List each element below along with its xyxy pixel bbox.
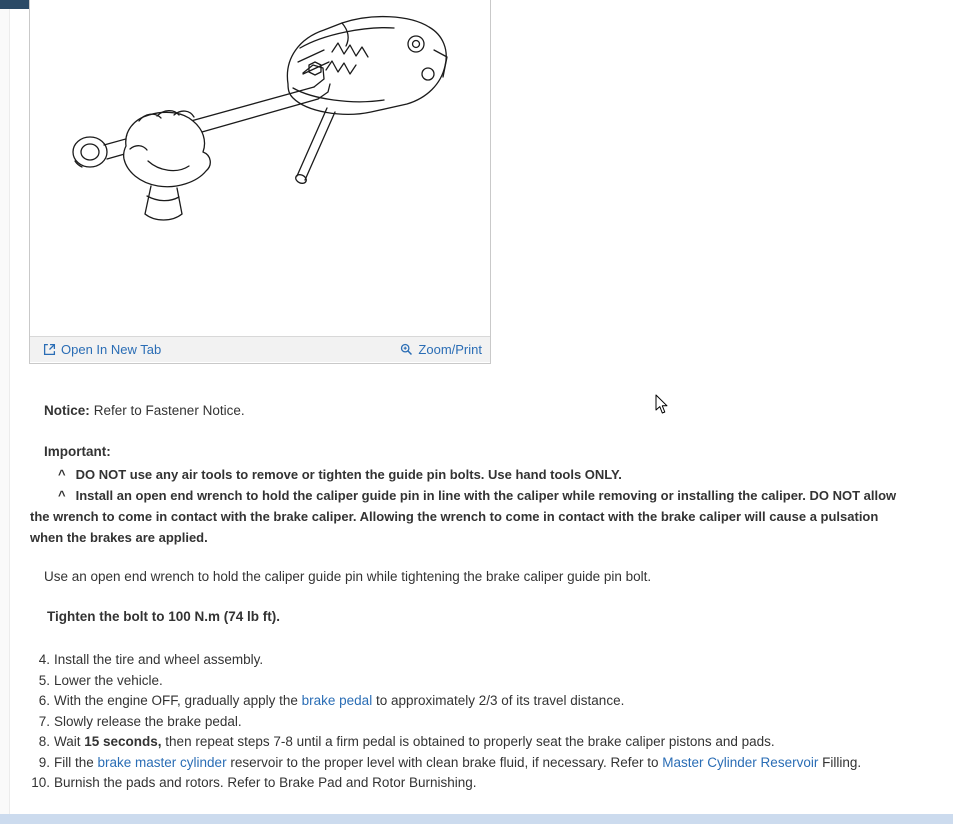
important-bullet xyxy=(30,485,898,548)
procedure-steps xyxy=(30,650,861,794)
inline-link[interactable]: brake pedal xyxy=(301,693,373,708)
notice-line xyxy=(44,403,245,418)
step-text: Wait xyxy=(54,734,85,749)
step-number: 5. xyxy=(38,672,50,688)
step-item xyxy=(30,732,861,753)
bullet-caret-marker: ^ xyxy=(58,488,66,503)
step-number: 10. xyxy=(31,775,50,790)
notice-label: Notice: xyxy=(44,403,90,418)
step-item xyxy=(30,773,861,794)
step-item xyxy=(30,671,861,692)
important-bullet-list xyxy=(30,464,898,548)
open-in-new-tab-button[interactable] xyxy=(43,342,161,357)
illustration-toolbar xyxy=(30,336,490,362)
torque-spec: Tighten the bolt to 100 N.m (74 lb ft). xyxy=(47,609,281,624)
step-text: then repeat steps 7-8 until a firm pedal is obtained to properly seat the brake caliper pistons and pads. xyxy=(161,734,775,749)
open-in-new-tab-label: Open In New Tab xyxy=(61,342,162,357)
illustration-viewport xyxy=(30,0,490,336)
zoom-print-button[interactable] xyxy=(400,342,482,357)
step-body xyxy=(54,650,263,671)
left-gutter xyxy=(0,0,10,824)
horizontal-scrollbar[interactable] xyxy=(0,814,953,824)
important-label: Important: xyxy=(44,444,111,459)
header-fragment xyxy=(0,0,29,9)
step-text: Fill the xyxy=(54,754,98,770)
step-text: Filling. xyxy=(818,754,862,770)
inline-link[interactable]: Master Cylinder Reservoir xyxy=(662,754,819,770)
step-text: Install the tire and wheel assembly. xyxy=(54,652,264,667)
step-text: reservoir to the proper level with clean brake fluid, if necessary. Refer to xyxy=(226,754,663,770)
step-body xyxy=(54,712,242,733)
important-bullet xyxy=(30,464,898,485)
bullet-text: DO NOT use any air tools to remove or tighten the guide pin bolts. Use hand tools ONLY. xyxy=(75,467,622,482)
step-number: 4. xyxy=(38,652,50,667)
step-item xyxy=(30,691,861,712)
step-number: 8. xyxy=(38,734,50,749)
bullet-caret-marker: ^ xyxy=(58,467,66,482)
notice-text: Refer to Fastener Notice. xyxy=(93,403,245,418)
step-body xyxy=(54,691,624,712)
step-body xyxy=(54,671,163,692)
step-body xyxy=(54,753,861,774)
step-number: 9. xyxy=(38,754,50,770)
illustration-panel xyxy=(29,0,491,364)
caliper-wrench-illustration xyxy=(30,0,490,336)
step-number: 7. xyxy=(38,713,50,729)
step-body xyxy=(54,773,477,794)
mouse-cursor xyxy=(655,394,668,415)
step-body xyxy=(54,732,775,753)
bullet-text: Install an open end wrench to hold the caliper guide pin in line with the caliper while removing or installing the caliper. DO NOT allow the wrench to come in contact with the brake caliper. Allowing the wrench to come in contact with the brake caliper will cause a pulsation when the brakes are applied. xyxy=(30,488,897,545)
open-in-new-tab-icon xyxy=(43,343,56,356)
step-number: 6. xyxy=(38,693,50,708)
step-item xyxy=(30,712,861,733)
zoom-icon xyxy=(400,343,413,356)
step-item xyxy=(30,753,861,774)
step-text: With the engine OFF, gradually apply the xyxy=(54,693,302,708)
bold-text: 15 seconds, xyxy=(84,734,162,749)
step-text: Burnish the pads and rotors. Refer to Brake Pad and Rotor Burnishing. xyxy=(54,775,477,790)
instruction-paragraph: Use an open end wrench to hold the caliper guide pin while tightening the brake caliper guide pin bolt. xyxy=(44,569,652,584)
step-text: Slowly release the brake pedal. xyxy=(54,713,242,729)
step-item xyxy=(30,650,861,671)
step-text: to approximately 2/3 of its travel distance. xyxy=(372,693,625,708)
inline-link[interactable]: brake master cylinder xyxy=(97,754,227,770)
zoom-print-label: Zoom/Print xyxy=(418,342,482,357)
step-text: Lower the vehicle. xyxy=(54,672,163,688)
